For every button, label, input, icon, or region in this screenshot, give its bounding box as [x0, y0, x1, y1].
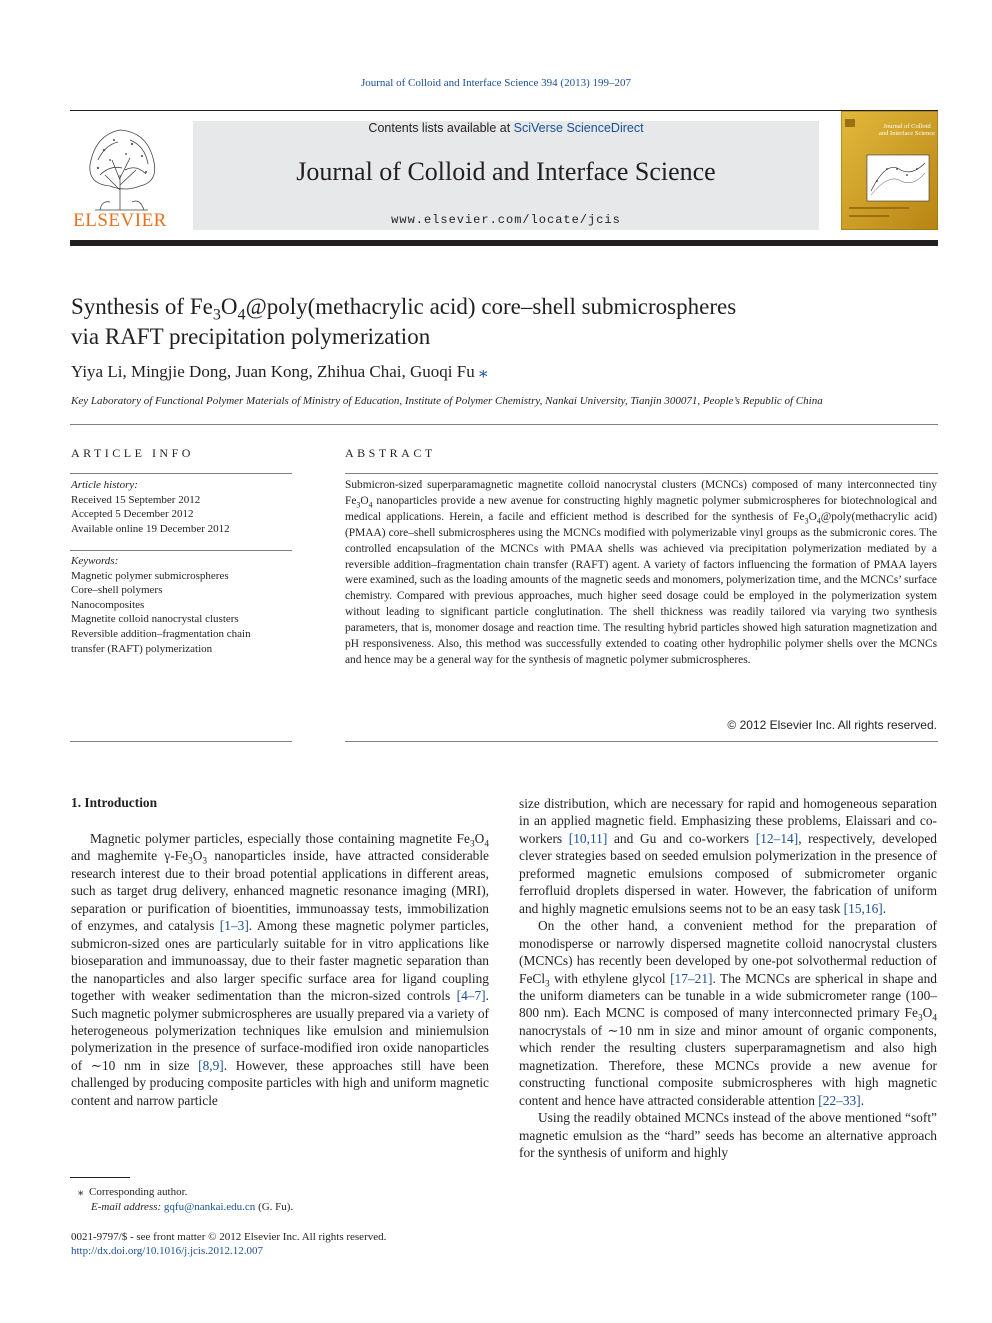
article-info-rule	[70, 473, 292, 474]
footnote-mark: ⁎	[78, 1186, 84, 1198]
email-suffix: (G. Fu).	[255, 1201, 294, 1213]
subscript: 3	[202, 857, 208, 868]
subscript: 3	[804, 516, 809, 526]
text-run: . The MCNCs are spherical in shape and the uniform diameters can be tunable in a wide submicrometer range (100–800 nm). Each MCNC is composed of many interconnected primary Fe	[519, 970, 937, 1021]
front-matter	[71, 1230, 571, 1258]
email-label: E-mail address:	[91, 1201, 164, 1213]
intro-left-column	[71, 830, 489, 1109]
journal-title: Journal of Colloid and Interface Science	[296, 157, 716, 186]
intro-paragraph	[519, 795, 937, 917]
keyword-item: Reversible addition–fragmentation chain	[71, 627, 251, 640]
subscript: 4	[484, 839, 489, 850]
abstract-part: O	[360, 494, 369, 507]
text-run: . However, these approaches still have been challenged by producing composite particles with high and uniform magnetic content and narrow particle	[71, 1057, 489, 1108]
text-run: nanoparticles inside, have attracted considerable research interest due to their broad potential applications in different areas, such as target drug delivery, enhanced magnetic resonance imaging (MRI), separation or purification of bioentities, immunoassay tests, immobilization of enzymes, and catalysis	[71, 848, 489, 934]
sciencedirect-link[interactable]: SciVerse ScienceDirect	[513, 121, 644, 135]
contents-prefix: Contents lists available at	[368, 121, 514, 135]
email-link[interactable]: gqfu@nankai.edu.cn	[163, 1201, 256, 1213]
elsevier-wordmark: ELSEVIER	[73, 210, 167, 231]
title-sub-3: 3	[212, 306, 221, 324]
intro-paragraph: Using the readily obtained MCNCs instead of the above mentioned “soft” magnetic emulsion as the “hard” seeds has become an alternative approach for the synthesis of uniform and highly	[519, 1110, 937, 1161]
abstract-part: Submicron-sized superparamagnetic magnetite colloid nanocrystal clusters (MCNCs) composed of many interconnected tiny Fe	[345, 479, 937, 507]
authors: Yiya Li, Mingjie Dong, Juan Kong, Zhihua Chai, Guoqi Fu	[71, 362, 475, 381]
header-thick-rule	[70, 240, 938, 246]
intro-paragraph	[519, 917, 937, 1109]
citation-link[interactable]: [1–3]	[219, 918, 249, 934]
footnote-text: Corresponding author.	[89, 1186, 188, 1198]
article-info-bottom-rule	[70, 741, 292, 742]
subscript: 3	[917, 1014, 923, 1025]
abstract-rule	[345, 473, 938, 474]
section-heading-introduction: 1. Introduction	[71, 795, 158, 810]
citation-link[interactable]: [4–7]	[456, 988, 486, 1004]
text-run: . Among these magnetic polymer particles, submicron-sized ones are particularly suitable for in vitro applications like bioseparation and immunoassay, due to their faster magnetic separation than the nanoparticles and also larger specific surface area for ligand coupling together with weaker sedimentation than the micron-sized controls	[71, 918, 489, 1004]
contents-line	[193, 121, 819, 135]
journal-url[interactable]: www.elsevier.com/locate/jcis	[391, 213, 621, 227]
text-run: and Gu and co-workers	[607, 830, 756, 846]
keyword-item: Magnetic polymer submicrospheres	[71, 569, 229, 582]
email-line	[78, 1200, 478, 1215]
subscript: 4	[368, 500, 373, 510]
abstract-text	[345, 478, 937, 669]
title-part-a: Synthesis of Fe	[71, 294, 213, 319]
title-part-c: @poly(methacrylic acid) core–shell submicrospheres	[245, 294, 737, 319]
abstract-bottom-rule	[345, 741, 938, 742]
subscript: 3	[469, 839, 475, 850]
history-label: Article history:	[71, 479, 138, 491]
text-run: O	[474, 831, 485, 846]
keywords-label: Keywords:	[71, 555, 119, 567]
citation-link[interactable]: [22–33]	[818, 1092, 861, 1108]
subscript: 4	[816, 516, 821, 526]
abstract-part: @poly(methacrylic acid) (PMAA) core–shell submicrospheres using the MCNCs modified with polymerizable vinyl groups as the submicronic cores. The controlled encapsulation of the MCNCs with PMAA shells was achieved via precipitation polymerization mediated by a reversible addition–fragmentation chain transfer (RAFT) agent. A variety of factors influencing the formation of PMAA layers were examined, such as the loading amounts of the magnetic seeds and monomers, polymerization time, and the MCNCs’ surface chemistry. Compared with previous approaches, much higher seed dosage could be employed in the polymerization system without leading to significant particle conglutination. The shell thickness was readily tailored via varying two synthesis parameters, that is, monomer dosage and reaction time. The resulting hybrid particles showed high saturation magnetization and pH responsiveness. Also, this method was successfully extended to coating other hydrophilic polymer shells over the MCNCs and hence may be a general way for the synthesis of magnetic polymer submicrospheres.	[345, 510, 937, 666]
subscript: 3	[356, 500, 361, 510]
article-info-heading: ARTICLE INFO	[71, 446, 194, 460]
issn-line: 0021-9797/$ - see front matter © 2012 Elsevier Inc. All rights reserved.	[71, 1231, 387, 1243]
text-run: Magnetic polymer particles, especially those containing magnetite Fe	[90, 831, 470, 846]
corresponding-author-mark[interactable]: ⁎	[478, 362, 488, 381]
keyword-item: Magnetite colloid nanocrystal clusters	[71, 613, 239, 626]
doi-link[interactable]: http://dx.doi.org/10.1016/j.jcis.2012.12.007	[71, 1245, 263, 1257]
affiliation: Key Laboratory of Functional Polymer Materials of Ministry of Education, Institute of Polymer Chemistry, Nankai University, Tianjin 300071, People’s Republic of China	[71, 395, 823, 407]
subscript: 4	[932, 1014, 937, 1025]
subscript: 3	[188, 857, 193, 868]
title-part-b: O	[220, 294, 238, 319]
text-run: On the other hand, a convenient method for the preparation of monodisperse or narrowly dispersed magnetite colloid nanocrystal clusters (MCNCs) has recently been developed by one-pot solvothermal reduction of FeCl	[519, 918, 937, 986]
citation-link[interactable]: [8,9]	[198, 1057, 224, 1073]
keywords-rule	[70, 550, 292, 551]
article-title	[71, 292, 931, 352]
title-sub-4: 4	[237, 306, 246, 324]
title-line-2: via RAFT precipitation polymerization	[71, 324, 431, 349]
text-run: , respectively, developed clever strategies based on seeded emulsion polymerization in the presence of preformed magnetic emulsions composed of submicrometer organic ferrofluid droplets dispersed in water. However, the fabrication of uniform and highly magnetic emulsions seems not to be an easy task	[519, 830, 937, 916]
abstract-part: nanoparticles provide a new avenue for constructing highly magnetic polymer submicrospheres for biotechnological and medical applications. Herein, a facile and efficient method is described for the synthesis of Fe	[345, 494, 937, 523]
keyword-item: Nanocomposites	[71, 598, 145, 611]
title-rule	[70, 424, 938, 425]
text-run: .	[860, 1092, 865, 1108]
history-received: Received 15 September 2012	[71, 493, 201, 506]
keyword-item: transfer (RAFT) polymerization	[71, 642, 213, 655]
intro-paragraph	[71, 830, 489, 1109]
text-run: nanocrystals of ∼10 nm in size and minor amount of organic components, which render the resulting clusters superparamagnetism and also high magnetization. Therefore, these MCNCs provide a new avenue for constructing functional composite submicrospheres with high magnetic content and hence have attracted considerable attention	[519, 1022, 937, 1108]
intro-right-column	[519, 795, 937, 1162]
author-list	[71, 362, 931, 382]
subscript: 3	[545, 979, 550, 990]
article-history	[71, 478, 293, 536]
journal-cover	[841, 111, 938, 230]
footnote	[78, 1185, 478, 1215]
abstract-heading: ABSTRACT	[345, 446, 436, 460]
citation-link[interactable]: [15,16]	[843, 900, 883, 916]
elsevier-logo	[70, 120, 170, 232]
text-run: O	[922, 1005, 933, 1021]
citation-link[interactable]: [10,11]	[568, 830, 608, 846]
citation-link[interactable]: [12–14]	[755, 830, 799, 846]
text-run: with ethylene glycol	[549, 970, 671, 986]
keyword-item: Core–shell polymers	[71, 584, 163, 597]
copyright-notice: © 2012 Elsevier Inc. All rights reserved.	[727, 718, 937, 732]
text-run: . Such magnetic polymer submicrospheres are usually prepared via a variety of heterogeneous polymerization techniques like emulsion and miniemulsion polymerization in the presence of surface-modified iron oxide nanoparticles of ∼10 nm in size	[71, 988, 489, 1073]
corresponding-author-note	[78, 1185, 478, 1200]
cover-title: Journal of Colloid and Interface Science	[879, 123, 935, 137]
text-run: O	[192, 848, 203, 864]
text-run: .	[882, 900, 887, 916]
header-rule	[70, 110, 938, 111]
history-online: Available online 19 December 2012	[71, 522, 230, 535]
text-run: size distribution, which are necessary for rapid and homogeneous separation in an applied magnetic field. Emphasizing these problems, Elaissari and co-workers	[519, 796, 937, 846]
history-accepted: Accepted 5 December 2012	[71, 508, 194, 521]
text-run: and maghemite γ-Fe	[71, 848, 189, 864]
footnote-rule	[70, 1177, 130, 1178]
journal-citation[interactable]: Journal of Colloid and Interface Science 394 (2013) 199–207	[360, 77, 632, 89]
abstract-part: O	[808, 510, 817, 523]
citation-link[interactable]: [17–21]	[670, 970, 713, 986]
keywords	[71, 554, 293, 656]
